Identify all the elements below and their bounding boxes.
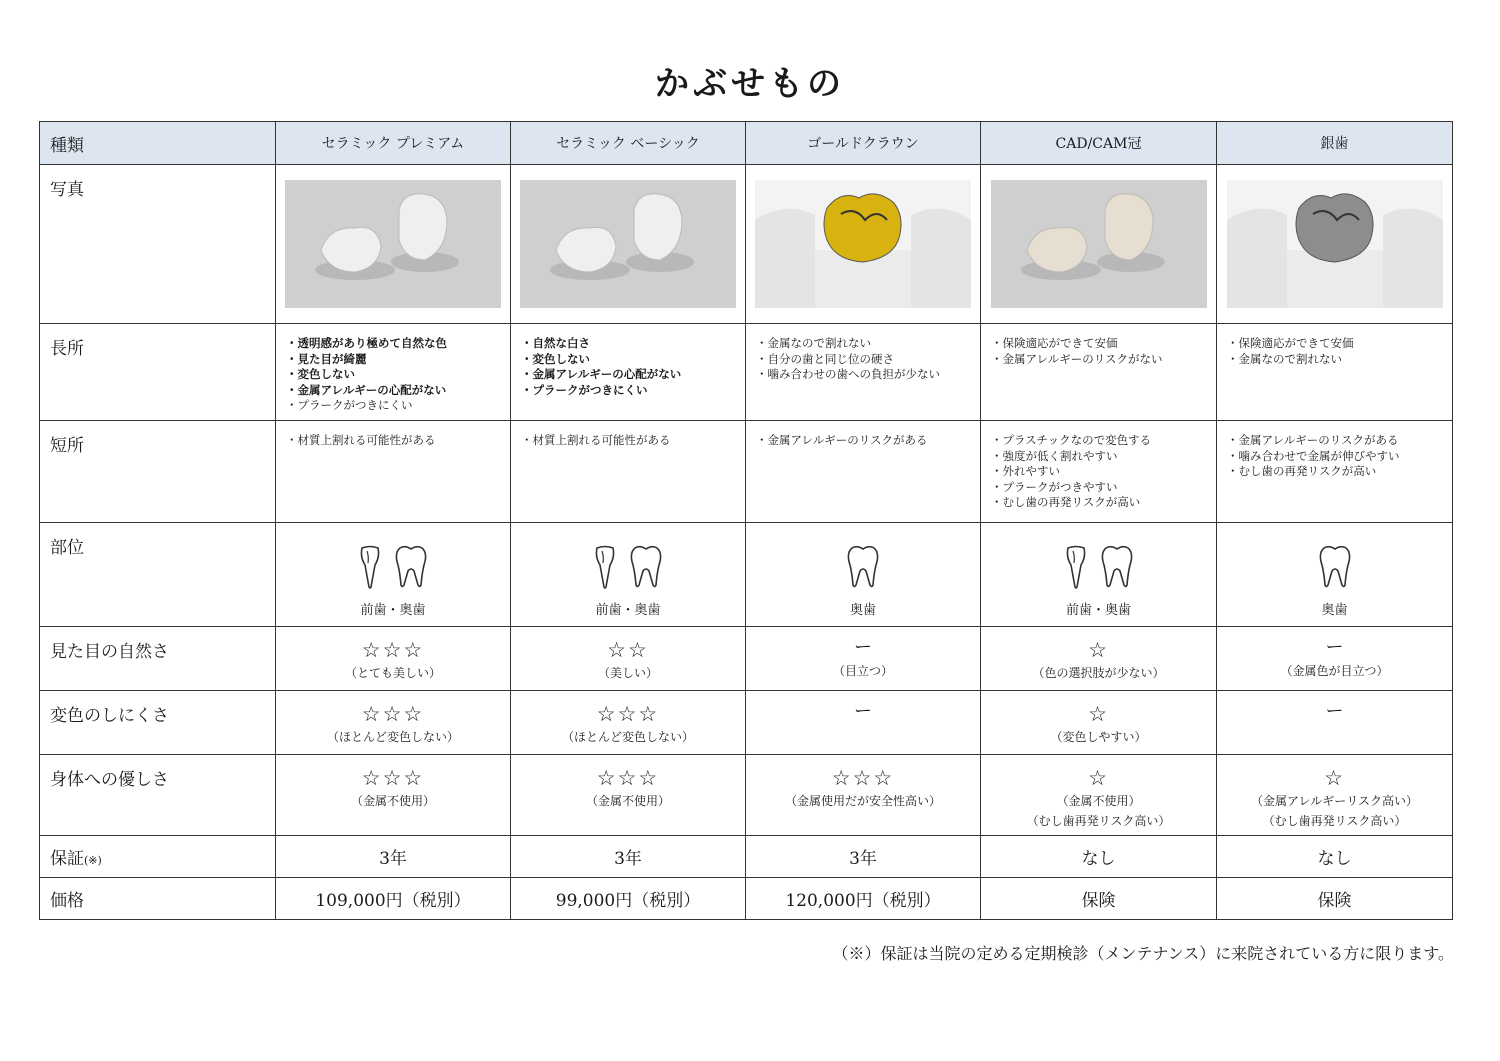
merits-list xyxy=(521,336,745,398)
merit-item: ・自分の歯と同じ位の硬さ xyxy=(756,351,894,366)
body-note: （金属不使用） xyxy=(350,794,435,808)
front-tooth-icon xyxy=(593,545,617,589)
row-label-type: 種類 xyxy=(40,122,276,165)
merits-list xyxy=(756,336,980,383)
demerits-row xyxy=(40,421,1453,523)
crown-photo xyxy=(991,180,1207,308)
price-value: 保険 xyxy=(1217,878,1453,920)
column-header: セラミック ベーシック xyxy=(511,122,746,165)
location-text: 前歯・奥歯 xyxy=(360,603,426,618)
teeth-icons xyxy=(511,543,745,589)
demerit-item: ・むし歯の再発リスクが高い xyxy=(991,495,1141,509)
body-note: （金属不使用） xyxy=(585,794,670,808)
demerits-list xyxy=(1227,433,1452,480)
appearance-rating: ー xyxy=(1325,637,1344,658)
column-header: 銀歯 xyxy=(1217,122,1453,165)
crown-photo xyxy=(520,180,736,308)
appearance-cell xyxy=(511,627,746,691)
merits-list xyxy=(991,336,1216,367)
merits-cell xyxy=(511,324,746,421)
appearance-note: （美しい） xyxy=(597,666,658,680)
merit-item: ・変色しない xyxy=(521,351,590,366)
merit-item: ・プラークがつきにくい xyxy=(286,398,413,412)
demerits-list xyxy=(756,433,980,449)
demerit-item: ・噛み合わせで金属が伸びやすい xyxy=(1227,448,1400,463)
photo-frame xyxy=(1217,165,1452,323)
discolor-cell xyxy=(981,691,1217,755)
discolor-note: （変色しやすい） xyxy=(1050,730,1147,744)
body-cell xyxy=(276,755,511,836)
merits-cell xyxy=(981,324,1217,421)
merit-item: ・金属なので割れない xyxy=(756,336,871,350)
body-rating: ☆ xyxy=(1324,766,1345,790)
row-label-location: 部位 xyxy=(40,523,276,627)
discolor-note: （ほとんど変色しない） xyxy=(561,730,694,744)
body-note: （金属アレルギーリスク高い） xyxy=(1251,794,1418,808)
crown-photo xyxy=(285,180,501,308)
merit-item: ・透明感があり極めて自然な色 xyxy=(286,336,447,350)
molar-icon xyxy=(394,545,428,589)
merit-item: ・プラークがつきにくい xyxy=(521,382,648,397)
body-rating: ☆☆☆ xyxy=(831,766,895,790)
appearance-cell xyxy=(746,627,981,691)
body-rating: ☆☆☆ xyxy=(596,766,660,790)
row-label-demerits: 短所 xyxy=(40,421,276,523)
merit-item: ・変色しない xyxy=(286,367,355,381)
molar-icon xyxy=(1318,545,1352,589)
merit-item: ・金属アレルギーのリスクがない xyxy=(991,351,1163,366)
photo-row xyxy=(40,165,1453,324)
demerit-item: ・プラスチックなので変色する xyxy=(991,433,1152,447)
photo-cell xyxy=(1217,165,1453,324)
comparison-table xyxy=(39,121,1453,920)
warranty-value: 3年 xyxy=(276,836,511,878)
discolor-rating: ☆☆☆ xyxy=(361,702,425,726)
column-header: セラミック プレミアム xyxy=(276,122,511,165)
front-tooth-icon xyxy=(358,545,382,589)
front-tooth-icon xyxy=(1064,545,1088,589)
column-header: ゴールドクラウン xyxy=(746,122,981,165)
location-text: 前歯・奥歯 xyxy=(595,603,661,618)
location-cell xyxy=(746,523,981,627)
page-title: かぶせもの xyxy=(655,64,845,104)
row-label-photo: 写真 xyxy=(40,165,276,324)
demerit-item: ・材質上割れる可能性がある xyxy=(286,433,436,447)
crown-photo xyxy=(1227,180,1443,308)
merit-item: ・保険適応ができて安価 xyxy=(991,336,1118,350)
merits-list xyxy=(1227,336,1452,367)
teeth-icons xyxy=(1217,543,1452,589)
appearance-note: （色の選択肢が少ない） xyxy=(1032,666,1165,680)
appearance-row xyxy=(40,627,1453,691)
photo-cell xyxy=(276,165,511,324)
warranty-label: 保証 xyxy=(50,849,84,869)
demerits-cell xyxy=(981,421,1217,523)
discolor-rating: ☆☆☆ xyxy=(596,702,660,726)
body-note-2: （むし歯再発リスク高い） xyxy=(1026,814,1171,828)
demerits-list xyxy=(521,433,745,449)
discolor-cell xyxy=(1217,691,1453,755)
discolor-cell xyxy=(511,691,746,755)
photo-frame xyxy=(511,165,745,323)
teeth-icons xyxy=(276,543,510,589)
footnote: （※）保証は当院の定める定期検診（メンテナンス）に来院されている方に限ります。 xyxy=(832,944,1454,963)
merit-item: ・金属なので割れない xyxy=(1227,351,1342,366)
warranty-row xyxy=(40,836,1453,878)
appearance-cell xyxy=(1217,627,1453,691)
demerit-item: ・強度が低く割れやすい xyxy=(991,448,1118,463)
row-label-body: 身体への優しさ xyxy=(40,755,276,836)
merits-cell xyxy=(276,324,511,421)
crown-photo xyxy=(755,180,971,308)
row-label-discolor: 変色のしにくさ xyxy=(40,691,276,755)
merit-item: ・保険適応ができて安価 xyxy=(1227,336,1354,350)
merit-item: ・金属アレルギーの心配がない xyxy=(521,367,682,381)
location-cell xyxy=(276,523,511,627)
body-cell xyxy=(746,755,981,836)
appearance-cell xyxy=(276,627,511,691)
column-header: CAD/CAM冠 xyxy=(981,122,1217,165)
location-cell xyxy=(1217,523,1453,627)
price-row xyxy=(40,878,1453,920)
row-label-merits: 長所 xyxy=(40,324,276,421)
body-cell xyxy=(981,755,1217,836)
photo-frame xyxy=(276,165,510,323)
warranty-value: なし xyxy=(981,836,1217,878)
molar-icon xyxy=(1100,545,1134,589)
discolor-rating: ー xyxy=(854,701,872,722)
photo-cell xyxy=(511,165,746,324)
warranty-value: 3年 xyxy=(511,836,746,878)
discolor-cell xyxy=(276,691,511,755)
discolor-rating: ー xyxy=(1325,701,1344,722)
body-rating: ☆☆☆ xyxy=(361,766,425,790)
location-text: 奥歯 xyxy=(849,603,876,618)
body-note-2: （むし歯再発リスク高い） xyxy=(1262,814,1407,828)
photo-frame xyxy=(746,165,980,323)
price-value: 99,000円（税別） xyxy=(511,878,746,920)
warranty-mark: (※) xyxy=(84,854,102,867)
photo-cell xyxy=(746,165,981,324)
price-value: 保険 xyxy=(981,878,1217,920)
demerit-item: ・金属アレルギーのリスクがある xyxy=(756,433,928,447)
body-rating: ☆ xyxy=(1088,766,1109,790)
merit-item: ・金属アレルギーの心配がない xyxy=(286,382,447,397)
demerit-item: ・外れやすい xyxy=(991,464,1060,478)
warranty-value: なし xyxy=(1217,836,1453,878)
merits-list xyxy=(286,336,510,414)
demerit-item: ・材質上割れる可能性がある xyxy=(521,433,671,447)
demerit-item: ・金属アレルギーのリスクがある xyxy=(1227,433,1399,447)
body-note: （金属使用だが安全性高い） xyxy=(784,794,941,808)
row-label-appearance: 見た目の自然さ xyxy=(40,627,276,691)
header-row xyxy=(40,122,1453,165)
discolor-cell xyxy=(746,691,981,755)
appearance-note: （金属色が目立つ） xyxy=(1280,664,1389,678)
molar-icon xyxy=(846,545,880,589)
row-label-warranty xyxy=(40,836,276,878)
molar-icon xyxy=(629,545,663,589)
discolor-rating: ☆ xyxy=(1088,702,1109,726)
merits-row xyxy=(40,324,1453,421)
row-label-price: 価格 xyxy=(40,878,276,920)
location-cell xyxy=(981,523,1217,627)
merit-item: ・噛み合わせの歯への負担が少ない xyxy=(756,367,940,381)
teeth-icons xyxy=(746,543,980,589)
teeth-icons xyxy=(981,543,1216,589)
demerits-cell xyxy=(276,421,511,523)
location-row xyxy=(40,523,1453,627)
appearance-note: （とても美しい） xyxy=(344,666,441,680)
price-value: 120,000円（税別） xyxy=(746,878,981,920)
appearance-rating: ☆☆☆ xyxy=(361,638,425,662)
demerits-list xyxy=(991,433,1216,511)
photo-frame xyxy=(981,165,1216,323)
price-value: 109,000円（税別） xyxy=(276,878,511,920)
demerits-cell xyxy=(1217,421,1453,523)
body-cell xyxy=(1217,755,1453,836)
appearance-note: （目立つ） xyxy=(832,664,893,678)
discolor-row xyxy=(40,691,1453,755)
location-text: 前歯・奥歯 xyxy=(1065,603,1131,618)
demerits-cell xyxy=(746,421,981,523)
appearance-rating: ☆☆ xyxy=(607,638,649,662)
demerits-cell xyxy=(511,421,746,523)
merits-cell xyxy=(746,324,981,421)
demerits-list xyxy=(286,433,510,449)
merits-cell xyxy=(1217,324,1453,421)
appearance-rating: ☆ xyxy=(1088,638,1109,662)
body-note: （金属不使用） xyxy=(1056,794,1141,808)
appearance-rating: ー xyxy=(854,637,872,658)
appearance-cell xyxy=(981,627,1217,691)
photo-cell xyxy=(981,165,1217,324)
demerit-item: ・プラークがつきやすい xyxy=(991,479,1118,494)
discolor-note: （ほとんど変色しない） xyxy=(326,730,459,744)
merit-item: ・見た目が綺麗 xyxy=(286,351,367,366)
body-cell xyxy=(511,755,746,836)
merit-item: ・自然な白さ xyxy=(521,336,590,350)
demerit-item: ・むし歯の再発リスクが高い xyxy=(1227,464,1377,478)
body-row xyxy=(40,755,1453,836)
warranty-value: 3年 xyxy=(746,836,981,878)
location-cell xyxy=(511,523,746,627)
location-text: 奥歯 xyxy=(1321,603,1348,618)
